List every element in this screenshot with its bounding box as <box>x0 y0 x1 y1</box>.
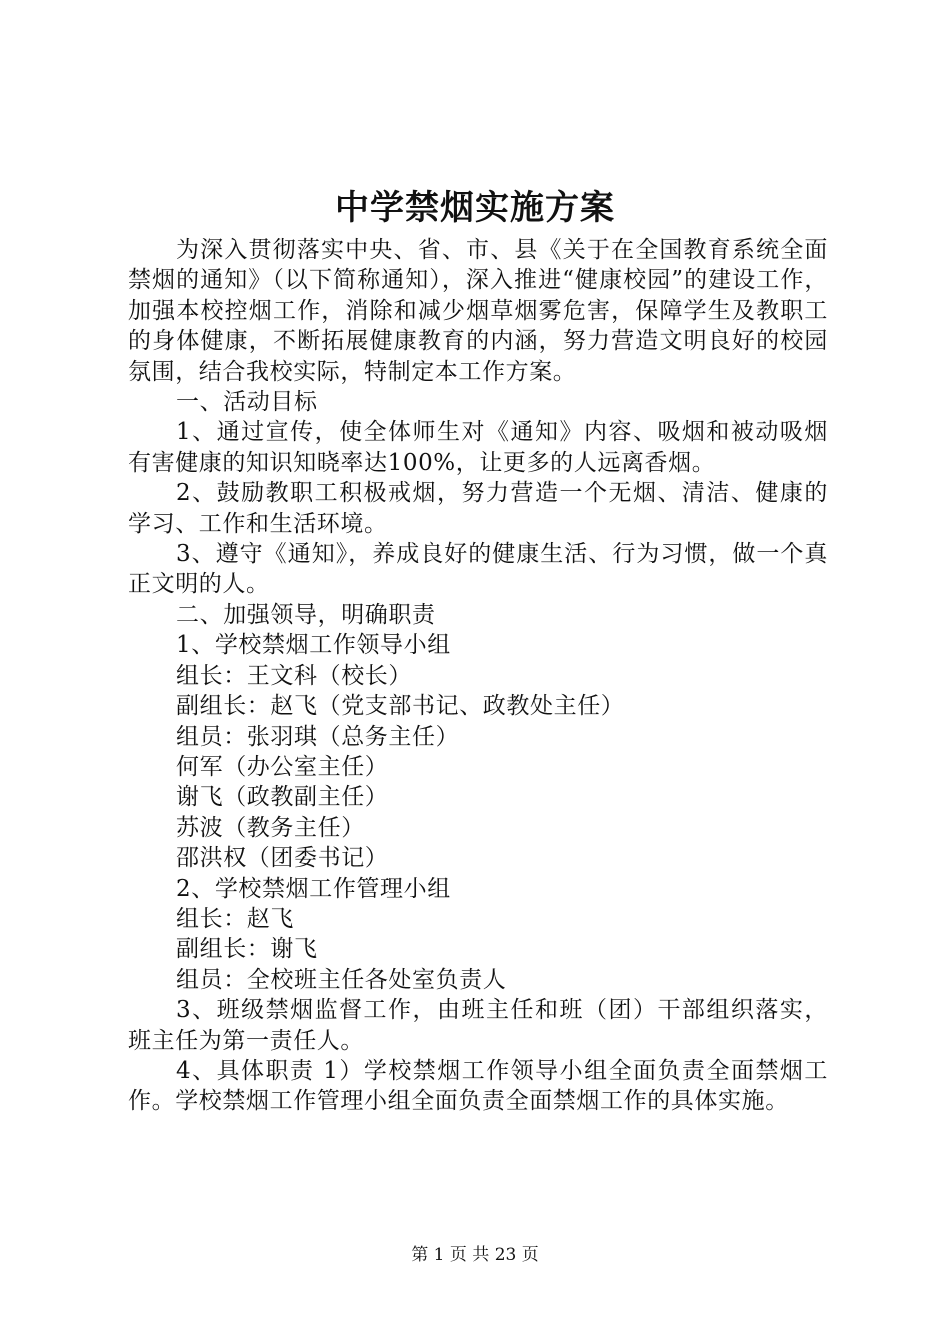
goal-item-3: 3、遵守《通知》，养成良好的健康生活、行为习惯，做一个真正文明的人。 <box>128 541 828 598</box>
intro-paragraph: 为深入贯彻落实中央、省、市、县《关于在全国教育系统全面禁烟的通知》（以下简称通知），深入推进“健康校园”的建设工作，加强本校控烟工作，消除和减少烟草烟雾危害，保障学生及教职工的身体健康，不断拓展健康教育的内涵，努力营造文明良好的校园氛围，结合我校实际，特制定本工作方案。 <box>128 237 828 385</box>
management-deputy: 副组长：谢飞 <box>176 936 318 963</box>
management-members: 组员：全校班主任各处室负责人 <box>176 966 507 993</box>
page-footer: 第 1 页 共 23 页 <box>411 1245 539 1265</box>
duties-paragraph: 4、具体职责 1）学校禁烟工作领导小组全面负责全面禁烟工作。学校禁烟工作管理小组全面负责全面禁烟工作的具体实施。 <box>128 1057 828 1115</box>
leadership-member: 何军（办公室主任） <box>176 753 389 780</box>
goal-item-2: 2、鼓励教职工积极戒烟，努力营造一个无烟、清洁、健康的学习、工作和生活环境。 <box>128 480 828 537</box>
leadership-member: 苏波（教务主任） <box>176 814 365 841</box>
leadership-group-heading: 1、学校禁烟工作领导小组 <box>176 632 451 659</box>
section-heading-goals: 一、活动目标 <box>176 389 318 416</box>
management-leader: 组长：赵飞 <box>176 905 294 932</box>
document-title: 中学禁烟实施方案 <box>335 188 615 228</box>
leadership-member: 组员：张羽琪（总务主任） <box>176 723 460 750</box>
goal-item-1: 1、通过宣传，使全体师生对《通知》内容、吸烟和被动吸烟有害健康的知识知晓率达100%，让更多的人远离香烟。 <box>128 419 828 476</box>
management-group-heading: 2、学校禁烟工作管理小组 <box>176 875 451 902</box>
leadership-leader: 组长：王文科（校长） <box>176 662 412 689</box>
leadership-deputy: 副组长：赵飞（党支部书记、政教处主任） <box>176 693 625 720</box>
class-supervision-paragraph: 3、班级禁烟监督工作，由班主任和班（团）干部组织落实，班主任为第一责任人。 <box>128 997 828 1054</box>
leadership-member: 邵洪权（团委书记） <box>176 845 389 872</box>
document-body <box>128 235 828 1117</box>
leadership-member: 谢飞（政教副主任） <box>176 784 389 811</box>
section-heading-leadership: 二、加强领导，明确职责 <box>176 601 436 628</box>
